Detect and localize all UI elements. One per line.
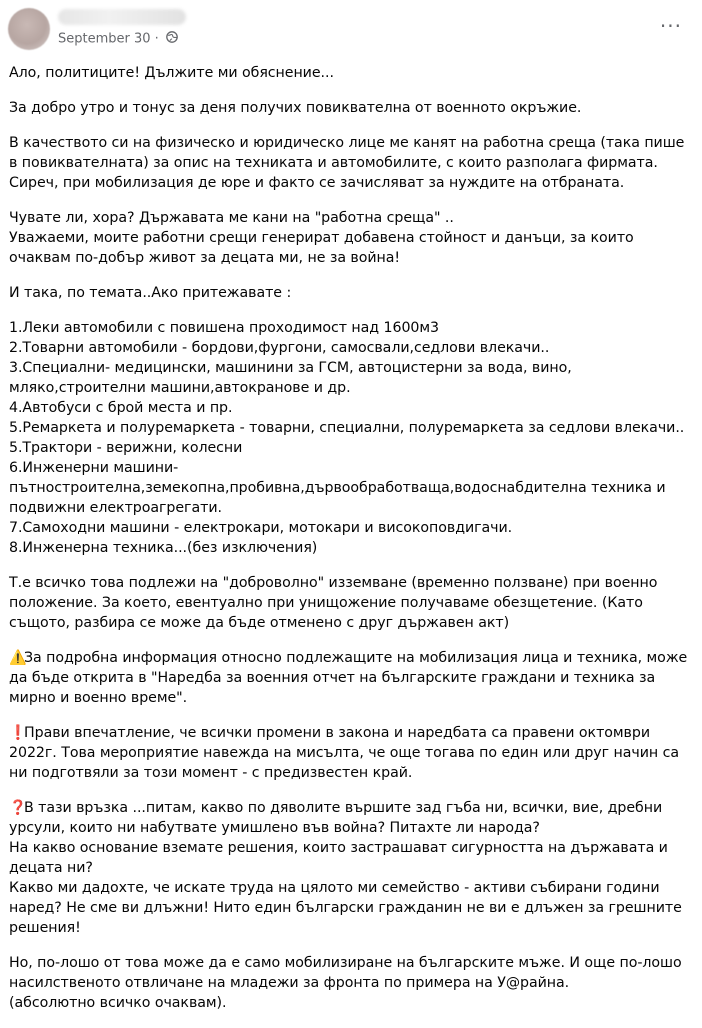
paragraph-closing: Но, по-лошо от това може да е само мобилизиране на българските мъже. И още по-лошо насилственото отвличане на младежи за фронта по примера на У@райна. (абсолютно всичко очаквам). bbox=[9, 955, 682, 1011]
more-options-button[interactable]: ··· bbox=[659, 14, 682, 38]
paragraph-info-text: За подробна информация относно подлежащите на мобилизация лица и техника, може да бъде открита в "Наредба за военния отчет на българските граждани и техника за мирно и военно време". bbox=[9, 650, 692, 706]
paragraph-intro-list: И така, по темата..Ако притежавате : bbox=[9, 285, 292, 301]
post-meta bbox=[58, 31, 178, 47]
paragraph-reaction: Чувате ли, хора? Държавата ме кани на "работна среща" .. Уважаеми, моите работни срещи генерират добавена стойност и данъци, за които очаквам по-добър живот за децата ми, не за война! bbox=[9, 210, 634, 266]
paragraph-impression-text: Прави впечатление, че всички промени в закона и наредбата са правени октомври 2022г. Това мероприятие навежда на мисълта, че още тогава по един или друг начин са ни подготвяли за този момент - с предизвестен край. bbox=[9, 725, 684, 781]
exclamation-icon: ❗ bbox=[9, 725, 27, 741]
paragraph-info bbox=[9, 648, 695, 708]
paragraph-vehicle-list: 1.Леки автомобили с повишена проходимост над 1600м3 2.Товарни автомобили - бордови,фургони, самосвали,седлови влекачи.. 3.Специални- медицински, машинини за ГСМ, автоцистерни за вода, вино, мляко,строителни машини,автокранове и др. 4.Автобуси с брой места и пр. 5.Ремаркета и полуремаркета - товарни, специални, полуремаркета за седлови влекачи.. 5.Трактори - верижни, колесни 6.Инженерни машини-пътностроителна,земекопна,пробивна,дървообработваща,водоснабдителна техника и подвижни електроагрегати. 7.Самоходни машини - електрокари, мотокари и високоповдигачи. 8.Инженерна техника...(без изключения) bbox=[9, 320, 685, 556]
paragraph-impression bbox=[9, 723, 695, 783]
paragraph-meeting: В качеството си на физическо и юридическо лице ме канят на работна среща (така пише в повиквателната) за опис на техниката и автомобилите, с които разполага фирмата. Сиреч, при мобилизация де юре и факто се зачисляват за нуждите на отбраната. bbox=[9, 135, 689, 191]
question-icon: ❓ bbox=[9, 800, 27, 816]
avatar[interactable] bbox=[8, 8, 50, 50]
paragraph-requisition: Т.е всичко това подлежи на "доброволно" изземване (временно ползване) при военно положение. За което, евентуално при унищожение получаваме обезщетение. (Като същото, разбира се може да бъде отменено с друг държавен акт) bbox=[9, 575, 662, 631]
author-name-redacted[interactable] bbox=[58, 9, 186, 25]
paragraph-question bbox=[9, 798, 695, 938]
paragraph-summons: За добро утро и тонус за деня получих повиквателна от военното окръжие. bbox=[9, 100, 582, 116]
globe-icon bbox=[166, 31, 178, 47]
meta-separator: · bbox=[154, 31, 159, 47]
paragraph-question-text: В тази връзка ...питам, какво по дяволите вършите зад гъба ни, всички, вие, дребни урсули, които ни набутвате умишлено във война? Питахте ли народа? На какво основание вземате решения, които застрашават сигурността на държавата и децата ни? Какво ми дадохте, че искате труда на цялото ми семейство - активи събирани години наред? Не сме ви длъжни! Нито един български гражданин не ви е длъжен за грешните решения! bbox=[9, 800, 682, 936]
post-timestamp[interactable]: September 30 bbox=[58, 31, 151, 47]
post-body bbox=[9, 63, 695, 1028]
warning-icon: ⚠️ bbox=[9, 650, 27, 666]
paragraph-greeting: Ало, политиците! Дължите ми обяснение... bbox=[9, 65, 334, 81]
post-header bbox=[0, 0, 702, 60]
